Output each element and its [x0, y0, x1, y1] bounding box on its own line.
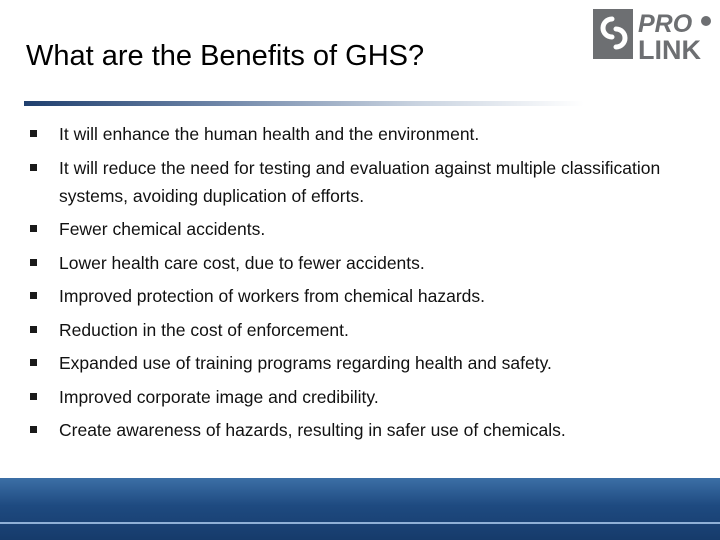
square-bullet-icon — [30, 393, 37, 400]
logo-dot — [701, 16, 711, 26]
footer-stripe — [0, 522, 720, 524]
square-bullet-icon — [30, 292, 37, 299]
bullet-item — [30, 383, 690, 411]
pro-link-logo — [592, 6, 714, 64]
bullet-item — [30, 282, 690, 310]
bullet-item — [30, 120, 690, 148]
bullet-list — [30, 120, 690, 450]
square-bullet-icon — [30, 164, 37, 171]
bullet-text: Expanded use of training programs regarding health and safety. — [59, 353, 552, 373]
bullet-text: Improved protection of workers from chemical hazards. — [59, 286, 485, 306]
logo-text-pro: PRO — [638, 10, 693, 38]
title-underline — [24, 101, 584, 106]
square-bullet-icon — [30, 130, 37, 137]
bullet-item — [30, 416, 690, 444]
square-bullet-icon — [30, 426, 37, 433]
square-bullet-icon — [30, 225, 37, 232]
bullet-text: Lower health care cost, due to fewer accidents. — [59, 252, 425, 273]
bullet-text: Fewer chemical accidents. — [59, 219, 266, 239]
bullet-text: Improved corporate image and credibility. — [59, 386, 379, 407]
square-bullet-icon — [30, 326, 37, 333]
logo-text-link: LINK — [638, 35, 701, 64]
bullet-item — [30, 316, 690, 344]
bullet-item — [30, 215, 690, 243]
bullet-text: Reduction in the cost of enforcement. — [59, 319, 349, 340]
bullet-text: It will enhance the human health and the environment. — [59, 124, 480, 144]
square-bullet-icon — [30, 359, 37, 366]
bullet-item — [30, 349, 690, 377]
bullet-item — [30, 249, 690, 277]
footer-band — [0, 478, 720, 540]
bullet-text: It will reduce the need for testing and evaluation against multiple classification systems, avoiding duplication of efforts. — [59, 157, 661, 206]
square-bullet-icon — [30, 259, 37, 266]
slide-title: What are the Benefits of GHS? — [26, 40, 425, 72]
bullet-item — [30, 154, 690, 210]
bullet-text: Create awareness of hazards, resulting in safer use of chemicals. — [59, 420, 566, 440]
